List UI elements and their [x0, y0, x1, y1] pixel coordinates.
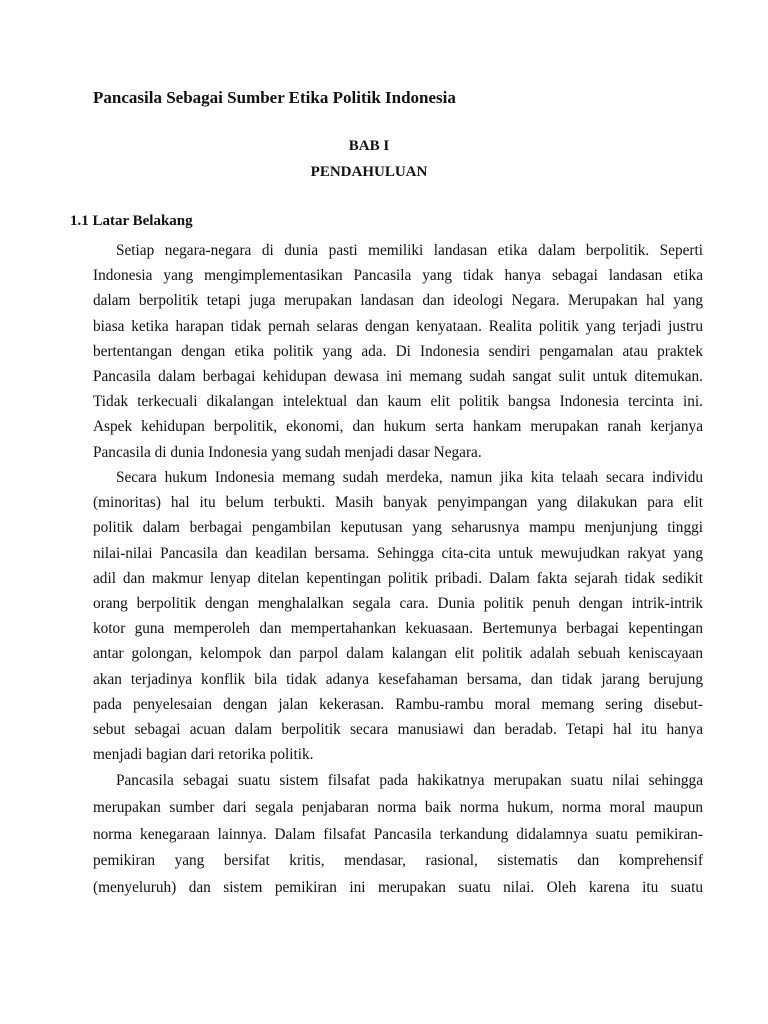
paragraph-line: kotor guna memperoleh dan mempertahankan kekuasaan. Bertemunya berbagai kepentingan	[93, 620, 703, 638]
paragraph-line: orang berpolitik dengan menghalalkan segala cara. Dunia politik penuh dengan intrik-intrik	[93, 594, 703, 612]
chapter-number: BAB I	[348, 138, 390, 154]
paragraph-line: nilai-nilai Pancasila dan keadilan bersama. Sehingga cita-cita untuk mewujudkan rakyat yang	[93, 544, 703, 562]
paragraph-line: pada penyelesaian dengan jalan kekerasan. Rambu-rambu moral memang sering disebut-	[93, 695, 703, 713]
section-heading: 1.1 Latar Belakang	[70, 213, 193, 229]
paragraph-line: akan terjadinya konflik bila tidak adanya kesefahaman bersama, dan tidak jarang berujung	[93, 670, 703, 688]
paragraph-line: bertentangan dengan etika politik yang ada. Di Indonesia sendiri pengamalan atau praktek	[93, 342, 703, 360]
paragraph-line: Pancasila sebagai suatu sistem filsafat pada hakikatnya merupakan suatu nilai sehingga	[116, 772, 703, 789]
paragraph-line: sebut sebagai acuan dalam berpolitik secara manusiawi dan beradab. Tetapi hal itu hanya	[93, 720, 703, 738]
paragraph-line: merupakan sumber dari segala penjabaran norma baik norma hukum, norma moral maupun	[93, 798, 703, 816]
paragraph-line: adil dan makmur lenyap ditelan kepentingan politik pribadi. Dalam fakta sejarah tidak sedikit	[93, 569, 703, 587]
paragraph-line: dalam berpolitik tetapi juga merupakan landasan dan ideologi Negara. Merupakan hal yang	[93, 292, 703, 310]
paragraph-line: Secara hukum Indonesia memang sudah merdeka, namun jika kita telaah secara individu	[116, 469, 703, 486]
paragraph-line: biasa ketika harapan tidak pernah selaras dengan kenyataan. Realita politik yang terjadi justru	[93, 317, 703, 335]
paragraph-line: (menyeluruh) dan sistem pemikiran ini merupakan suatu nilai. Oleh karena itu suatu	[93, 879, 703, 897]
paragraph-line: menjadi bagian dari retorika politik.	[93, 746, 314, 764]
paragraph-line: politik dalam berbagai pengambilan keputusan yang seharusnya mampu menjunjung tinggi	[93, 519, 703, 537]
paragraph-1	[93, 238, 703, 465]
paragraph-line: Tidak terkecuali dikalangan intelektual dan kaum elit politik bangsa Indonesia tercinta ini.	[93, 393, 703, 411]
paragraph-line: Pancasila dalam berbagai kehidupan dewasa ini memang sudah sangat sulit untuk ditemukan.	[93, 367, 703, 385]
chapter-title: PENDAHULUAN	[310, 164, 428, 180]
paragraph-line: antar golongan, kelompok dan parpol dalam kalangan elit politik adalah sebuah keniscayaan	[93, 645, 703, 663]
paragraph-2	[93, 465, 703, 767]
paragraph-line: Indonesia yang mengimplementasikan Pancasila yang tidak hanya sebagai landasan etika	[93, 267, 703, 285]
document-title: Pancasila Sebagai Sumber Etika Politik Indonesia	[93, 88, 456, 107]
paragraph-3	[93, 768, 703, 902]
paragraph-line: norma kenegaraan lainnya. Dalam filsafat Pancasila terkandung didalamnya suatu pemikiran-	[93, 825, 703, 843]
paragraph-line: Aspek kehidupan berpolitik, ekonomi, dan hukum serta hankam merupakan ranah kerjanya	[93, 418, 703, 436]
paragraph-line: (minoritas) hal itu belum terbukti. Masih banyak penyimpangan yang dilakukan para elit	[93, 494, 703, 512]
paragraph-line: Pancasila di dunia Indonesia yang sudah menjadi dasar Negara.	[93, 443, 482, 461]
paragraph-line: Setiap negara-negara di dunia pasti memiliki landasan etika dalam berpolitik. Seperti	[116, 242, 703, 259]
paragraph-line: pemikiran yang bersifat kritis, mendasar, rasional, sistematis dan komprehensif	[93, 852, 703, 870]
